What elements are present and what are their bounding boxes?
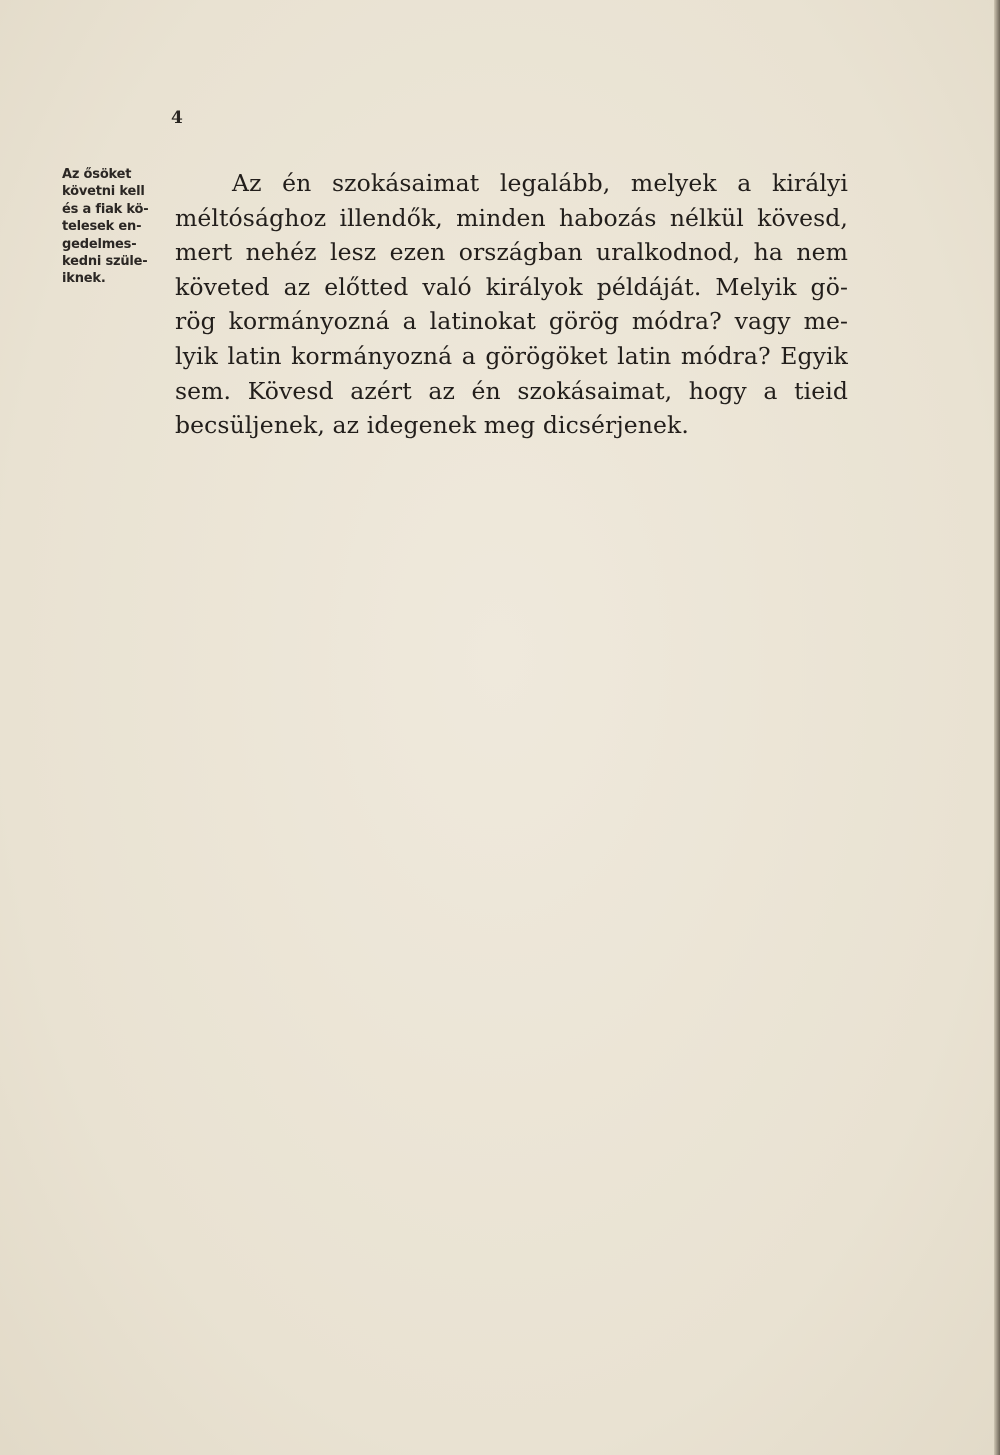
margin-note-line: telesek en-	[62, 219, 142, 235]
body-line: Az én szokásaimat legalább, melyek a királyi	[232, 169, 848, 197]
margin-note-line: követni kell	[62, 184, 145, 200]
page-edge-shadow	[994, 0, 1000, 1455]
body-paragraph	[175, 166, 848, 443]
margin-note-line: Az ősöket	[62, 167, 132, 182]
margin-note-line: kedni szüle-	[62, 254, 148, 270]
body-line: méltósághoz illendők, minden habozás nélkül kövesd,	[175, 203, 848, 232]
margin-note-line: iknek.	[62, 271, 106, 287]
body-line: lyik latin kormányozná a görögöket latin módra? Egyik	[175, 341, 848, 370]
margin-note	[62, 166, 174, 288]
body-line: követed az előtted való királyok példáját. Melyik gö-	[175, 272, 848, 301]
body-line: becsüljenek, az idegenek meg dicsérjenek.	[175, 411, 689, 440]
body-line: sem. Kövesd azért az én szokásaimat, hogy a tieid	[175, 376, 848, 405]
body-line: mert nehéz lesz ezen országban uralkodnod, ha nem	[175, 238, 848, 267]
body-line: rög kormányozná a latinokat görög módra? vagy me-	[175, 307, 848, 336]
page-number: 4	[171, 108, 183, 128]
margin-note-line: gedelmes-	[62, 236, 137, 252]
margin-note-line: és a fiak kö-	[62, 201, 149, 217]
